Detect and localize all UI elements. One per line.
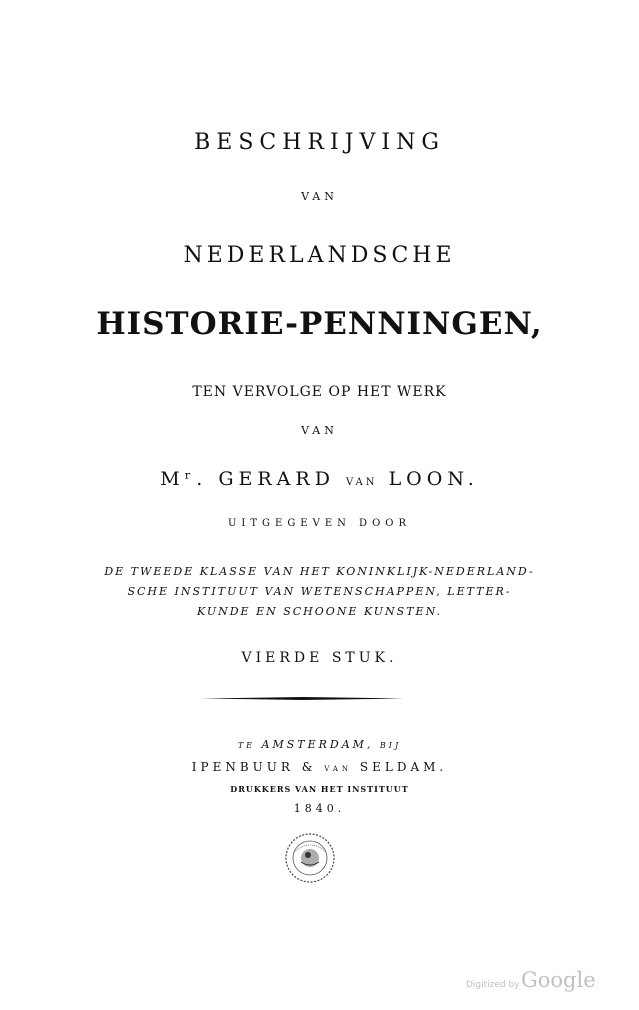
author-prefix: Mʳ. bbox=[160, 468, 208, 490]
imprint-printers: DRUKKERS VAN HET INSTITUUT bbox=[230, 784, 409, 794]
library-seal-icon bbox=[284, 832, 336, 884]
title-line-3: NEDERLANDSCHE bbox=[183, 243, 456, 268]
author-line bbox=[0, 468, 639, 490]
subtitle: TEN VERVOLGE OP HET WERK bbox=[192, 384, 447, 400]
society-line-3: KUNDE EN SCHOONE KUNSTEN. bbox=[197, 605, 442, 618]
title-line-2: VAN bbox=[301, 190, 338, 203]
author-particle: VAN bbox=[346, 477, 378, 488]
imprint-place-suffix: BIJ bbox=[379, 741, 402, 750]
publisher-name-2: SELDAM. bbox=[359, 760, 448, 774]
society-line-1: DE TWEEDE KLASSE VAN HET KONINKLIJK-NEDERLAND- bbox=[104, 565, 535, 578]
publisher-particle: VAN bbox=[324, 765, 353, 773]
imprint-place bbox=[0, 738, 639, 751]
title-line-1: BESCHRIJVING bbox=[194, 130, 445, 155]
google-logo: Google bbox=[521, 968, 596, 992]
publisher-ampersand: & bbox=[301, 760, 317, 774]
society-block bbox=[0, 562, 639, 622]
society-line-2: SCHE INSTITUUT VAN WETENSCHAPPEN, LETTER- bbox=[127, 585, 512, 598]
imprint-year: 1840. bbox=[293, 802, 346, 815]
published-by: UITGEGEVEN DOOR bbox=[227, 518, 412, 529]
main-title: HISTORIE-PENNINGEN, bbox=[96, 306, 543, 342]
title-line-6: VAN bbox=[301, 424, 338, 437]
digitized-watermark bbox=[466, 968, 606, 998]
author-first: GERARD bbox=[218, 468, 335, 490]
imprint-place-prefix: TE bbox=[237, 741, 255, 750]
author-last: LOON. bbox=[388, 468, 479, 490]
publisher-name-1: IPENBUUR bbox=[191, 760, 294, 774]
part-label: VIERDE STUK. bbox=[241, 650, 398, 666]
ornamental-rule bbox=[200, 697, 404, 700]
imprint-city: AMSTERDAM, bbox=[261, 738, 374, 751]
digitized-label: Digitized by bbox=[466, 980, 520, 990]
imprint-publisher bbox=[0, 760, 639, 774]
